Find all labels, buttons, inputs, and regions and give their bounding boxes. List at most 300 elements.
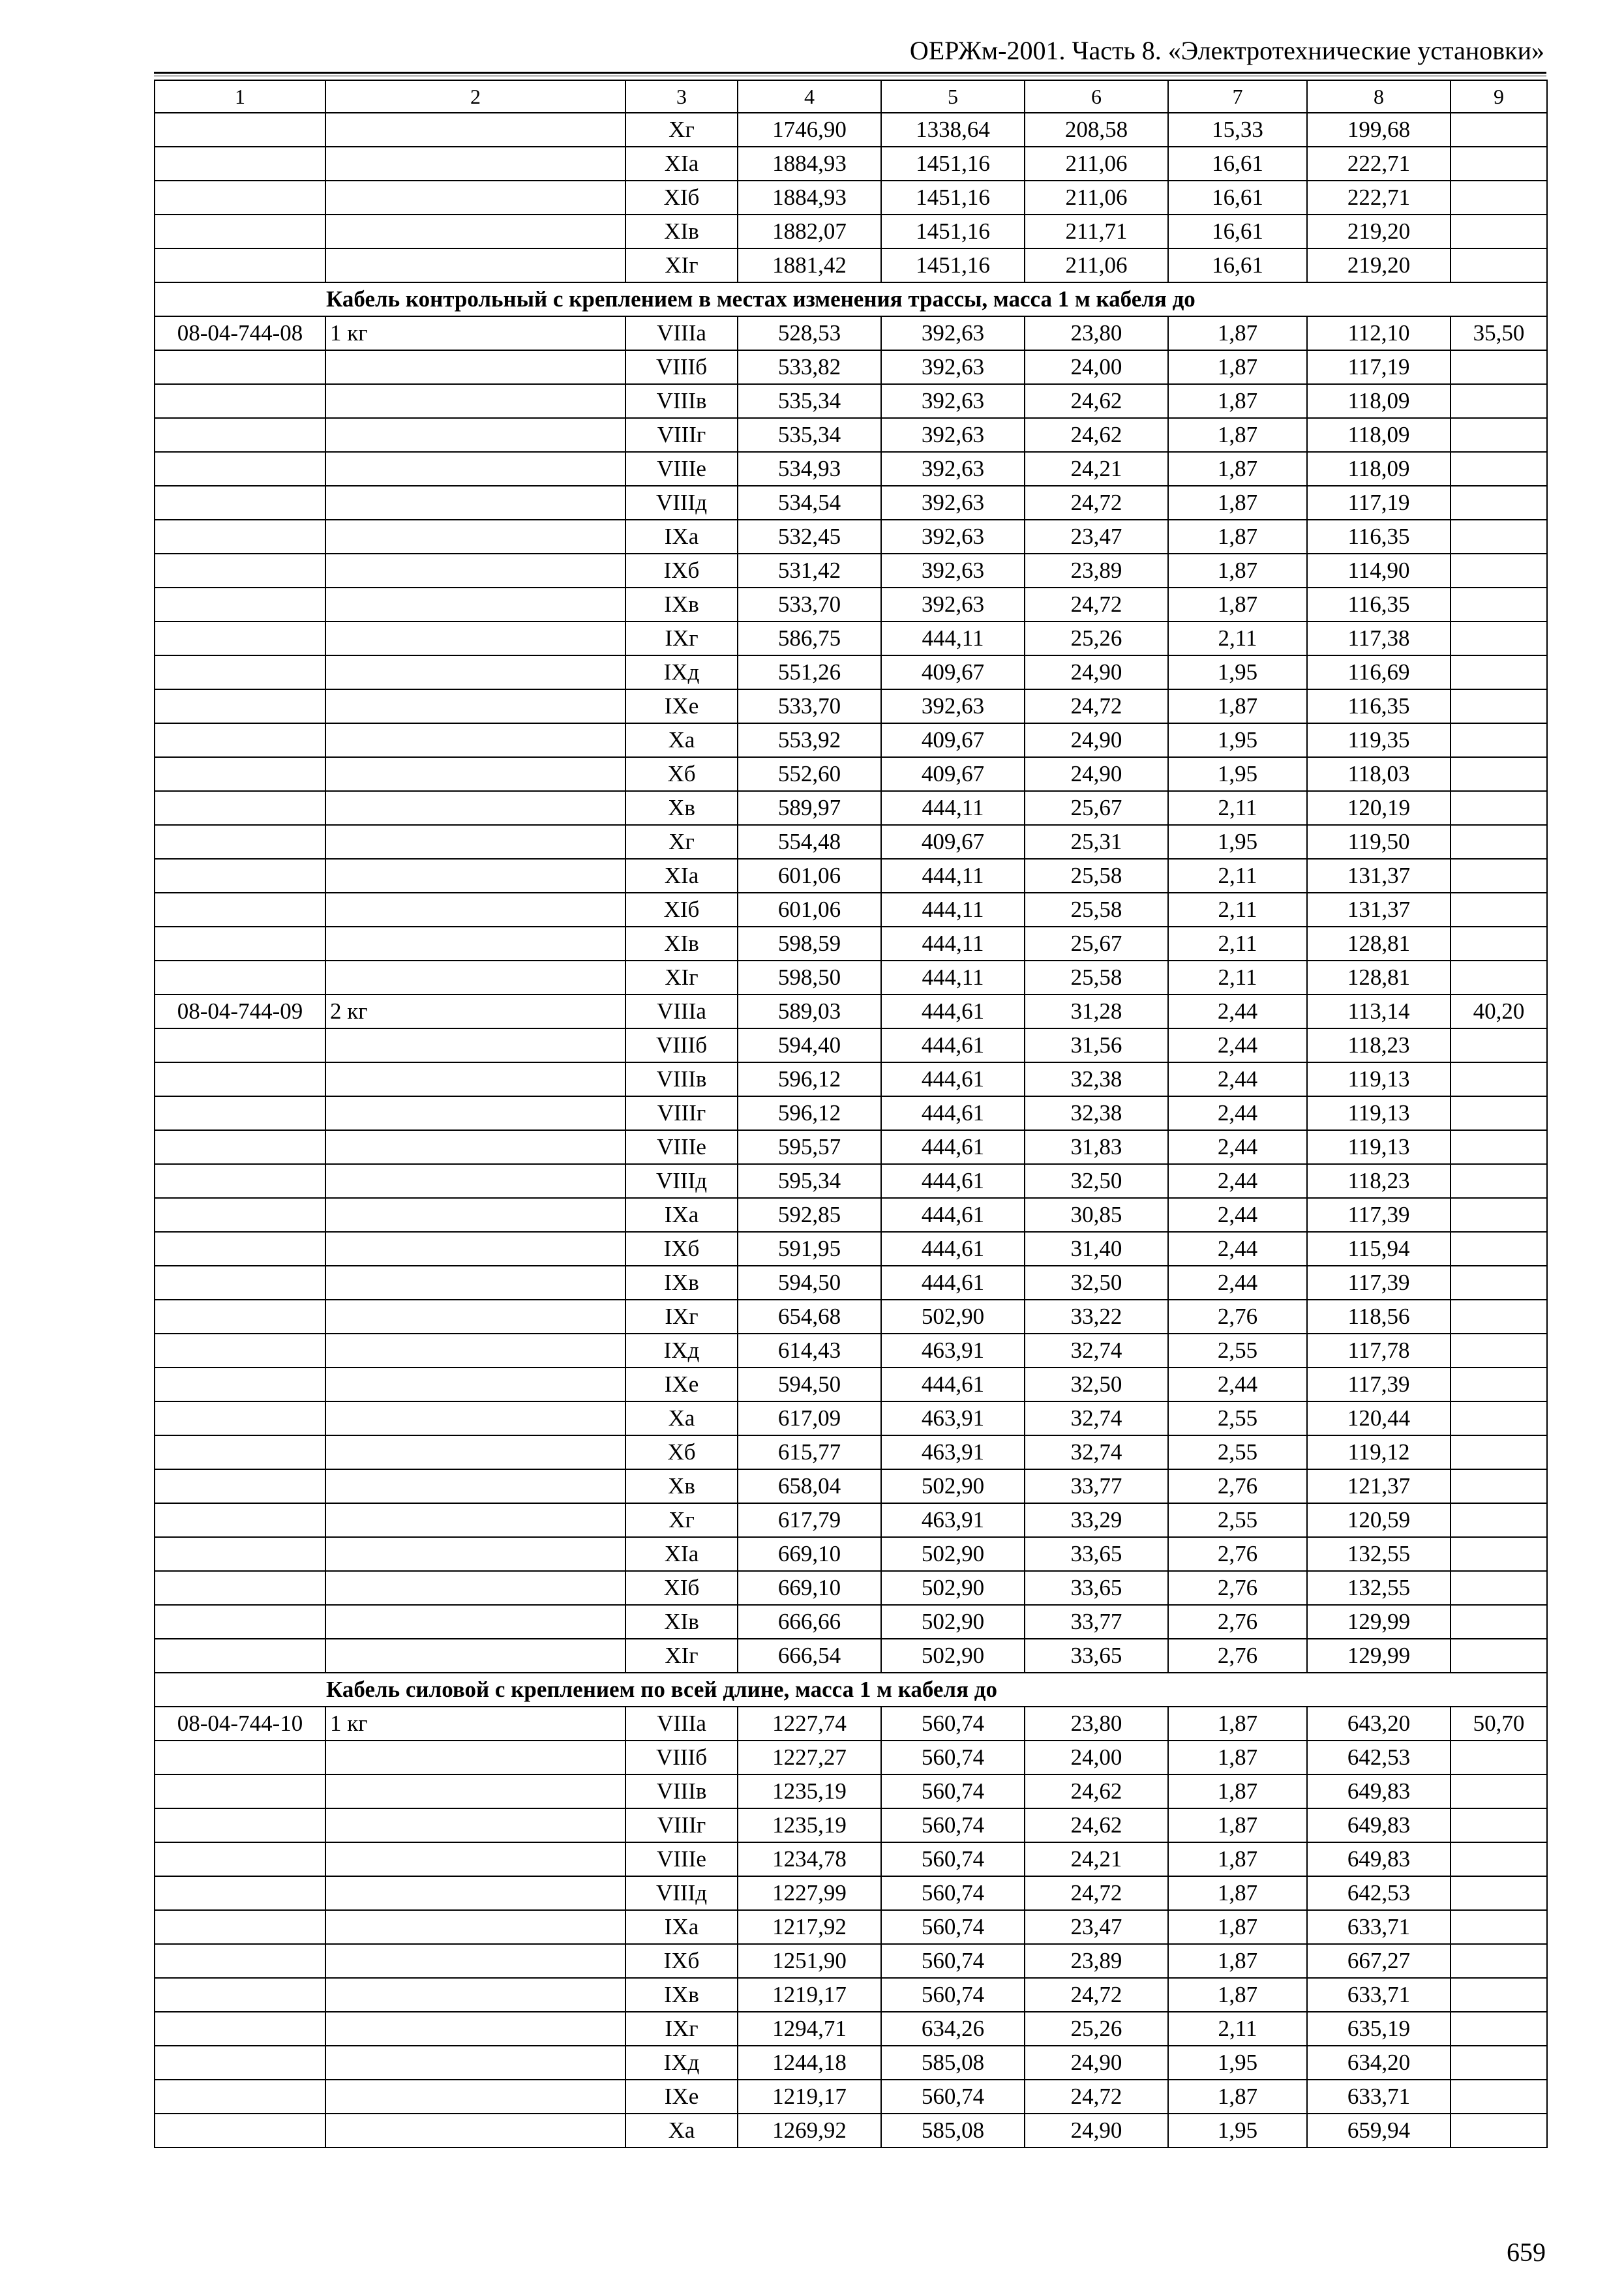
value-cell: 560,74 [881,1978,1025,2012]
table-row [155,757,1547,791]
zone-cell: XIа [625,1537,738,1571]
rate-code-cell [155,757,325,791]
value-cell: 560,74 [881,1774,1025,1808]
rate-code-cell [155,452,325,486]
col9-cell [1451,1571,1547,1605]
rate-code-cell [155,1808,325,1842]
value-cell: 211,06 [1025,248,1168,282]
col9-cell [1451,588,1547,621]
col9-cell [1451,215,1547,248]
value-cell: 463,91 [881,1435,1025,1469]
col9-cell [1451,1232,1547,1266]
rate-code-cell [155,1300,325,1334]
value-cell: 649,83 [1307,1808,1451,1842]
value-cell: 24,72 [1025,588,1168,621]
value-cell: 24,72 [1025,1876,1168,1910]
value-cell: 444,61 [881,1198,1025,1232]
rate-code-cell [155,927,325,961]
value-cell: 24,72 [1025,689,1168,723]
value-cell: 24,72 [1025,1978,1168,2012]
value-cell: 1746,90 [738,113,881,147]
value-cell: 633,71 [1307,1978,1451,2012]
col9-cell [1451,1944,1547,1978]
rate-name-cell [325,1232,625,1266]
rate-name-cell [325,418,625,452]
rate-name-cell [325,757,625,791]
rate-name-cell [325,1028,625,1062]
col9-cell [1451,350,1547,384]
table-row [155,1164,1547,1198]
col9-cell [1451,113,1547,147]
table-row [155,1469,1547,1503]
value-cell: 533,70 [738,588,881,621]
value-cell: 596,12 [738,1062,881,1096]
rate-code-cell [155,1537,325,1571]
zone-cell: VIIIв [625,1062,738,1096]
value-cell: 222,71 [1307,181,1451,215]
rate-name-cell [325,215,625,248]
rate-code-cell [155,1639,325,1673]
table-row [155,1978,1547,2012]
rate-code-cell [155,384,325,418]
table-row [155,1605,1547,1639]
value-cell: 560,74 [881,1741,1025,1774]
col9-cell [1451,1741,1547,1774]
rate-name-cell [325,927,625,961]
col9-cell [1451,1503,1547,1537]
value-cell: 1,95 [1168,723,1307,757]
value-cell: 24,90 [1025,723,1168,757]
value-cell: 1244,18 [738,2046,881,2080]
value-cell: 118,09 [1307,452,1451,486]
value-cell: 30,85 [1025,1198,1168,1232]
value-cell: 2,44 [1168,1368,1307,1401]
value-cell: 2,44 [1168,1198,1307,1232]
rate-code-cell [155,621,325,655]
value-cell: 1884,93 [738,181,881,215]
table-row [155,1401,1547,1435]
value-cell: 32,50 [1025,1266,1168,1300]
table-row [155,2012,1547,2046]
col9-cell [1451,757,1547,791]
value-cell: 1227,74 [738,1707,881,1741]
table-row [155,2080,1547,2114]
value-cell: 1451,16 [881,215,1025,248]
page-number: 659 [1507,2237,1546,2267]
rate-name-cell [325,1096,625,1130]
value-cell: 1,87 [1168,520,1307,554]
table-row [155,1503,1547,1537]
zone-cell: IXб [625,1944,738,1978]
table-row [155,181,1547,215]
value-cell: 1,87 [1168,452,1307,486]
table-row [155,1741,1547,1774]
rate-name-cell [325,791,625,825]
table-row [155,621,1547,655]
value-cell: 531,42 [738,554,881,588]
value-cell: 2,55 [1168,1435,1307,1469]
zone-cell: Xа [625,1401,738,1435]
zone-cell: Xа [625,723,738,757]
section-heading: Кабель контрольный с креплением в местах изменения трассы, масса 1 м кабеля до [155,282,1547,316]
value-cell: 1,87 [1168,350,1307,384]
value-cell: 120,59 [1307,1503,1451,1537]
zone-cell: Xв [625,791,738,825]
value-cell: 128,81 [1307,961,1451,995]
header-rule [154,72,1546,74]
zone-cell: IXб [625,1232,738,1266]
zone-cell: VIIIв [625,384,738,418]
value-cell: 654,68 [738,1300,881,1334]
table-row [155,1639,1547,1673]
table-row [155,1571,1547,1605]
value-cell: 23,47 [1025,520,1168,554]
value-cell: 32,38 [1025,1062,1168,1096]
rate-code-cell [155,825,325,859]
value-cell: 211,06 [1025,181,1168,215]
value-cell: 31,28 [1025,995,1168,1028]
rate-code-cell [155,723,325,757]
rate-code-cell [155,1978,325,2012]
value-cell: 615,77 [738,1435,881,1469]
value-cell: 2,44 [1168,1130,1307,1164]
value-cell: 25,67 [1025,927,1168,961]
column-number-row [155,80,1547,113]
table-row [155,723,1547,757]
col9-cell [1451,1469,1547,1503]
value-cell: 2,44 [1168,1232,1307,1266]
value-cell: 117,38 [1307,621,1451,655]
value-cell: 601,06 [738,893,881,927]
value-cell: 392,63 [881,316,1025,350]
rate-name-cell [325,486,625,520]
value-cell: 444,61 [881,1266,1025,1300]
value-cell: 1,87 [1168,316,1307,350]
rate-name-cell [325,689,625,723]
value-cell: 634,26 [881,2012,1025,2046]
value-cell: 595,57 [738,1130,881,1164]
column-header: 1 [155,80,325,113]
value-cell: 669,10 [738,1571,881,1605]
rate-code-cell [155,1910,325,1944]
value-cell: 2,11 [1168,621,1307,655]
value-cell: 117,78 [1307,1334,1451,1368]
value-cell: 32,38 [1025,1096,1168,1130]
value-cell: 119,13 [1307,1062,1451,1096]
value-cell: 392,63 [881,689,1025,723]
value-cell: 1884,93 [738,147,881,181]
table-row [155,1910,1547,1944]
rate-code-cell [155,1062,325,1096]
value-cell: 551,26 [738,655,881,689]
column-header: 3 [625,80,738,113]
table-row [155,1028,1547,1062]
value-cell: 119,35 [1307,723,1451,757]
value-cell: 444,61 [881,1368,1025,1401]
value-cell: 594,40 [738,1028,881,1062]
value-cell: 24,00 [1025,1741,1168,1774]
value-cell: 444,11 [881,859,1025,893]
col9-cell [1451,1910,1547,1944]
value-cell: 614,43 [738,1334,881,1368]
col9-cell [1451,893,1547,927]
rate-name-cell [325,1164,625,1198]
value-cell: 118,23 [1307,1164,1451,1198]
value-cell: 669,10 [738,1537,881,1571]
value-cell: 649,83 [1307,1774,1451,1808]
value-cell: 24,00 [1025,350,1168,384]
value-cell: 1,87 [1168,1707,1307,1741]
rate-name-cell [325,2012,625,2046]
rate-code-cell: 08-04-744-10 [155,1707,325,1741]
value-cell: 1451,16 [881,147,1025,181]
value-cell: 1234,78 [738,1842,881,1876]
rate-name-cell [325,350,625,384]
col9-cell: 40,20 [1451,995,1547,1028]
rate-code-cell: 08-04-744-09 [155,995,325,1028]
value-cell: 2,11 [1168,927,1307,961]
value-cell: 24,72 [1025,2080,1168,2114]
value-cell: 591,95 [738,1232,881,1266]
value-cell: 444,61 [881,1164,1025,1198]
zone-cell: IXд [625,2046,738,2080]
table-row [155,961,1547,995]
value-cell: 592,85 [738,1198,881,1232]
zone-cell: VIIIд [625,1164,738,1198]
col9-cell [1451,859,1547,893]
zone-cell: VIIIб [625,1741,738,1774]
value-cell: 115,94 [1307,1232,1451,1266]
value-cell: 117,19 [1307,350,1451,384]
zone-cell: IXе [625,2080,738,2114]
rate-name-cell [325,181,625,215]
value-cell: 33,65 [1025,1537,1168,1571]
rate-name-cell [325,1469,625,1503]
value-cell: 25,26 [1025,2012,1168,2046]
table-row [155,452,1547,486]
rate-name-cell [325,1774,625,1808]
rate-code-cell [155,418,325,452]
value-cell: 2,11 [1168,791,1307,825]
col9-cell [1451,2114,1547,2147]
rate-name-cell [325,147,625,181]
value-cell: 658,04 [738,1469,881,1503]
value-cell: 112,10 [1307,316,1451,350]
table-row [155,2046,1547,2080]
table-row [155,655,1547,689]
value-cell: 463,91 [881,1503,1025,1537]
value-cell: 1,87 [1168,1741,1307,1774]
rate-code-cell [155,181,325,215]
zone-cell: VIIIд [625,1876,738,1910]
value-cell: 601,06 [738,859,881,893]
rate-name-cell [325,1605,625,1639]
zone-cell: VIIIг [625,418,738,452]
value-cell: 24,62 [1025,1808,1168,1842]
column-header: 5 [881,80,1025,113]
zone-cell: XIв [625,1605,738,1639]
value-cell: 502,90 [881,1300,1025,1334]
value-cell: 23,80 [1025,316,1168,350]
value-cell: 117,39 [1307,1198,1451,1232]
col9-cell [1451,655,1547,689]
value-cell: 463,91 [881,1401,1025,1435]
rate-name-cell [325,2114,625,2147]
rate-code-cell [155,1469,325,1503]
rate-name-cell [325,1300,625,1334]
value-cell: 211,06 [1025,147,1168,181]
price-table [154,80,1548,2148]
rate-name-cell [325,1571,625,1605]
value-cell: 129,99 [1307,1605,1451,1639]
value-cell: 502,90 [881,1639,1025,1673]
table-row [155,1096,1547,1130]
col9-cell [1451,1266,1547,1300]
rate-code-cell [155,520,325,554]
value-cell: 444,11 [881,961,1025,995]
value-cell: 1,95 [1168,825,1307,859]
table-row [155,384,1547,418]
value-cell: 25,67 [1025,791,1168,825]
value-cell: 120,19 [1307,791,1451,825]
rate-code-cell [155,1741,325,1774]
value-cell: 23,80 [1025,1707,1168,1741]
value-cell: 2,55 [1168,1503,1307,1537]
value-cell: 409,67 [881,825,1025,859]
rate-code-cell: 08-04-744-08 [155,316,325,350]
rate-name-cell [325,1910,625,1944]
value-cell: 1235,19 [738,1808,881,1842]
value-cell: 25,58 [1025,893,1168,927]
value-cell: 2,44 [1168,1096,1307,1130]
value-cell: 1235,19 [738,1774,881,1808]
value-cell: 24,90 [1025,2046,1168,2080]
zone-cell: VIIIг [625,1808,738,1842]
table-row [155,554,1547,588]
value-cell: 535,34 [738,384,881,418]
table-row [155,1368,1547,1401]
value-cell: 120,44 [1307,1401,1451,1435]
zone-cell: VIIIв [625,1774,738,1808]
rate-name-cell [325,1639,625,1673]
value-cell: 25,58 [1025,859,1168,893]
value-cell: 1,95 [1168,2114,1307,2147]
value-cell: 633,71 [1307,2080,1451,2114]
value-cell: 444,11 [881,893,1025,927]
value-cell: 659,94 [1307,2114,1451,2147]
value-cell: 211,71 [1025,215,1168,248]
value-cell: 2,11 [1168,2012,1307,2046]
value-cell: 116,69 [1307,655,1451,689]
table-row [155,520,1547,554]
rate-code-cell [155,2046,325,2080]
zone-cell: XIа [625,147,738,181]
rate-name-cell [325,1198,625,1232]
col9-cell [1451,1605,1547,1639]
table-row [155,791,1547,825]
rate-name-cell [325,1741,625,1774]
value-cell: 33,77 [1025,1605,1168,1639]
value-cell: 2,55 [1168,1401,1307,1435]
value-cell: 392,63 [881,452,1025,486]
value-cell: 119,12 [1307,1435,1451,1469]
rate-code-cell [155,486,325,520]
value-cell: 1,87 [1168,554,1307,588]
value-cell: 589,97 [738,791,881,825]
value-cell: 2,11 [1168,859,1307,893]
col9-cell [1451,1978,1547,2012]
value-cell: 208,58 [1025,113,1168,147]
value-cell: 1,87 [1168,486,1307,520]
value-cell: 502,90 [881,1605,1025,1639]
value-cell: 119,50 [1307,825,1451,859]
value-cell: 533,70 [738,689,881,723]
value-cell: 1,87 [1168,1910,1307,1944]
rate-name-cell [325,2080,625,2114]
zone-cell: VIIIе [625,1842,738,1876]
rate-code-cell [155,248,325,282]
value-cell: 444,61 [881,1062,1025,1096]
zone-cell: Xб [625,757,738,791]
value-cell: 33,22 [1025,1300,1168,1334]
col9-cell [1451,1096,1547,1130]
value-cell: 392,63 [881,418,1025,452]
zone-cell: Xг [625,1503,738,1537]
zone-cell: Xг [625,825,738,859]
zone-cell: XIв [625,927,738,961]
table-row [155,350,1547,384]
value-cell: 24,62 [1025,1774,1168,1808]
rate-code-cell [155,1842,325,1876]
value-cell: 617,79 [738,1503,881,1537]
rate-code-cell [155,1096,325,1130]
rate-name-cell [325,893,625,927]
value-cell: 1,87 [1168,1876,1307,1910]
value-cell: 1,87 [1168,418,1307,452]
value-cell: 560,74 [881,1876,1025,1910]
rate-name-cell [325,452,625,486]
value-cell: 24,90 [1025,655,1168,689]
value-cell: 116,35 [1307,588,1451,621]
rate-name-cell [325,1842,625,1876]
col9-cell [1451,418,1547,452]
value-cell: 598,50 [738,961,881,995]
value-cell: 392,63 [881,520,1025,554]
rate-name-cell [325,1808,625,1842]
value-cell: 1,87 [1168,1842,1307,1876]
col9-cell [1451,961,1547,995]
rate-name-cell [325,1944,625,1978]
value-cell: 118,09 [1307,418,1451,452]
value-cell: 119,13 [1307,1130,1451,1164]
rate-code-cell [155,689,325,723]
column-header: 4 [738,80,881,113]
rate-code-cell [155,215,325,248]
value-cell: 32,74 [1025,1435,1168,1469]
table-row [155,248,1547,282]
table-body [155,113,1547,2147]
value-cell: 33,29 [1025,1503,1168,1537]
value-cell: 33,77 [1025,1469,1168,1503]
value-cell: 392,63 [881,350,1025,384]
value-cell: 585,08 [881,2046,1025,2080]
value-cell: 25,58 [1025,961,1168,995]
value-cell: 118,23 [1307,1028,1451,1062]
value-cell: 1227,27 [738,1741,881,1774]
value-cell: 1,87 [1168,1978,1307,2012]
rate-code-cell [155,1774,325,1808]
value-cell: 25,26 [1025,621,1168,655]
